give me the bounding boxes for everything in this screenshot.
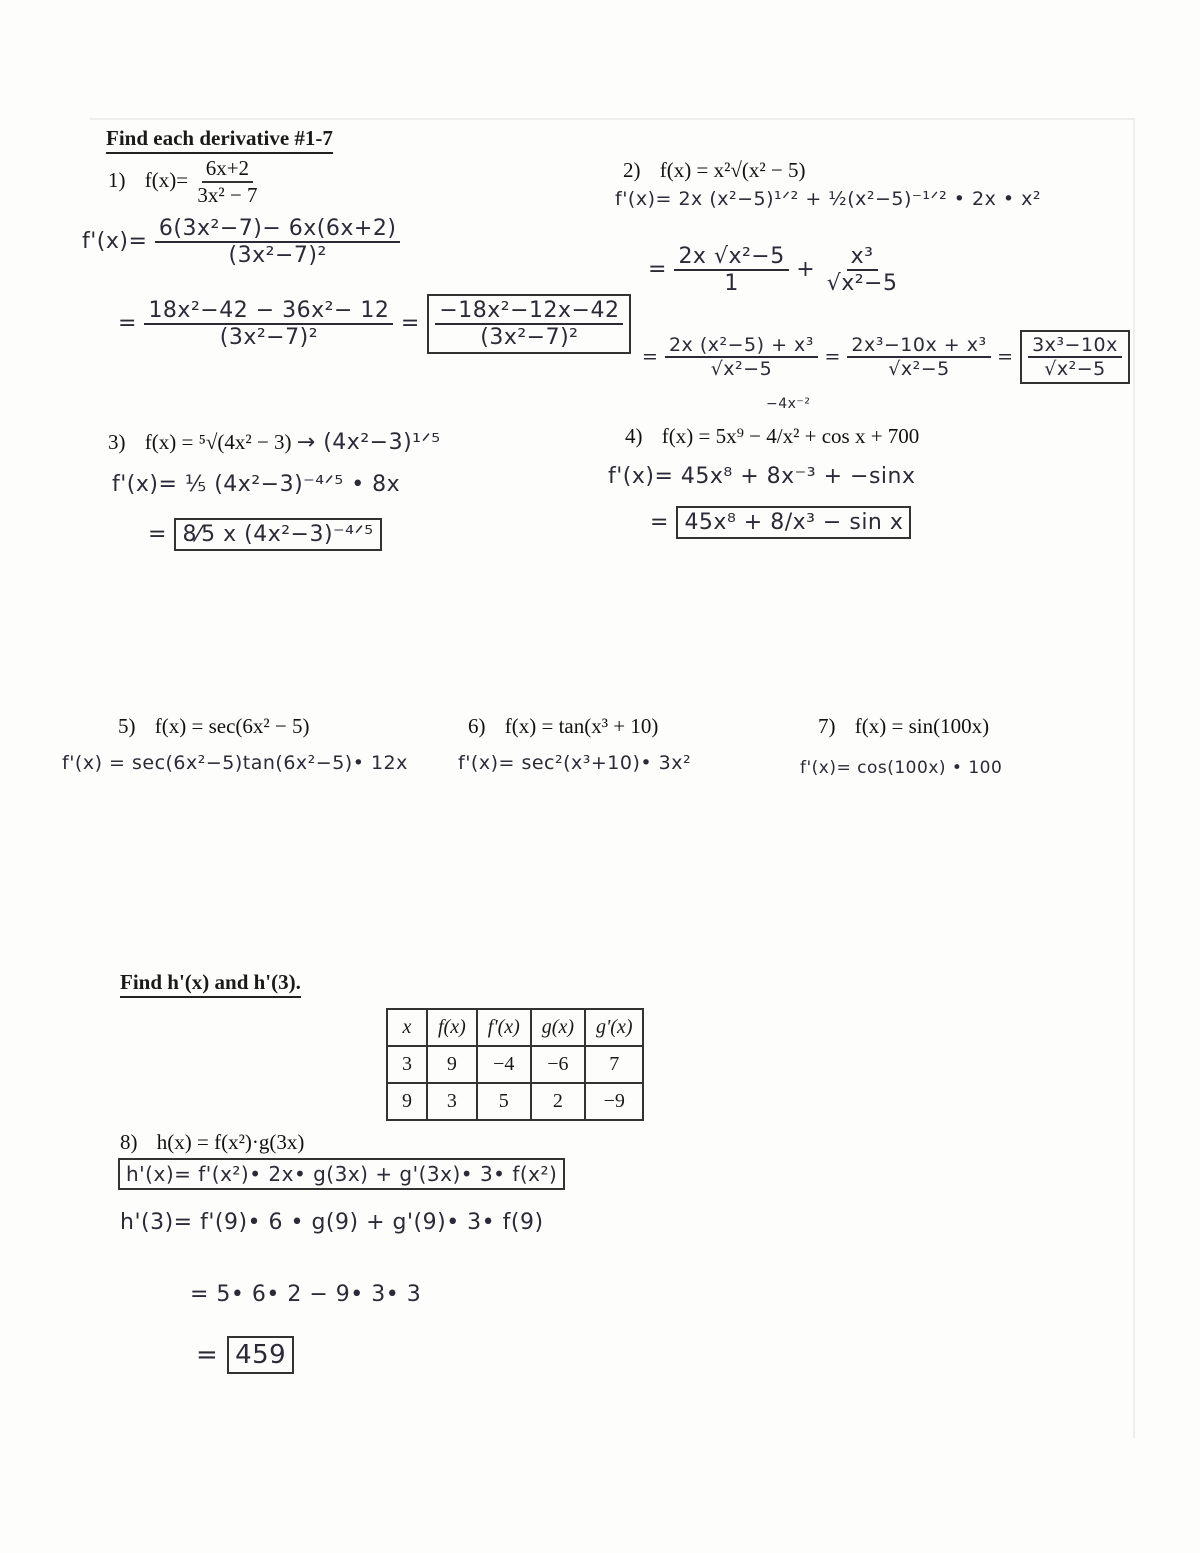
problem-1-step-1-fraction: [155, 216, 401, 268]
table-header-cell: x: [387, 1009, 427, 1046]
problem-1-step-2-numerator: 18x²−42 − 36x²− 12: [144, 298, 393, 325]
equals-sign: =: [400, 311, 420, 336]
scan-border-line: [90, 118, 1135, 120]
problem-6-number: 6): [468, 714, 486, 738]
table-row: [387, 1046, 643, 1083]
problem-4-statement: [625, 424, 919, 449]
problem-1-step-2-denominator: (3x²−7)²: [219, 325, 319, 350]
table-cell: 2: [531, 1083, 585, 1120]
problem-2-answer-box: [1020, 330, 1130, 384]
problem-4-answer-box: 45x⁸ + 8/x³ − sin x: [676, 506, 911, 539]
problem-2-step-1: f'(x)= 2x (x²−5)¹ᐟ² + ½(x²−5)⁻¹ᐟ² • 2x • x²: [615, 188, 1041, 210]
problem-1-numerator: 6x+2: [202, 156, 253, 183]
problem-6-function: f(x) = tan(x³ + 10): [504, 714, 659, 738]
equals-sign: =: [824, 345, 841, 368]
problem-8-answer-line: [196, 1340, 294, 1370]
problem-8-number: 8): [120, 1130, 138, 1154]
problem-1-step-1: [82, 216, 400, 268]
problem-2-step-3-den-1: √x²−5: [710, 358, 773, 380]
problem-2-step-2-num-1: 2x √x²−5: [674, 244, 788, 271]
problem-2-step-2: [648, 244, 901, 296]
problem-6-statement: [468, 714, 658, 739]
table-header-cell: g'(x): [585, 1009, 643, 1046]
problem-1-lhs: f(x)=: [144, 167, 189, 192]
table-cell: −6: [531, 1046, 585, 1083]
problem-4-note: −4x⁻²: [766, 396, 811, 412]
problem-1-step-2-fraction: [144, 298, 393, 350]
problem-4-function: f(x) = 5x⁹ − 4/x² + cos x + 700: [661, 424, 920, 448]
problem-5-work: f'(x) = sec(6x²−5)tan(6x²−5)• 12x: [62, 752, 408, 774]
problem-7-work: f'(x)= cos(100x) • 100: [800, 758, 1003, 778]
problem-4-answer-line: [650, 510, 911, 535]
problem-2-step-3-num-2: 2x³−10x + x³: [847, 334, 990, 358]
table-cell: −4: [477, 1046, 531, 1083]
problem-2-step-2-frac-1: [674, 244, 788, 296]
problem-8-statement: [120, 1130, 304, 1155]
problem-4-step-1: f'(x)= 45x⁸ + 8x⁻³ + −sinx: [608, 464, 916, 489]
values-table: [386, 1008, 644, 1121]
problem-1-number: 1): [108, 167, 126, 192]
table-cell: 3: [427, 1083, 477, 1120]
problem-2-answer-numerator: 3x³−10x: [1028, 334, 1122, 358]
problem-1-answer-numerator: −18x²−12x−42: [435, 298, 623, 325]
problem-5-function: f(x) = sec(6x² − 5): [154, 714, 310, 738]
table-header-cell: f(x): [427, 1009, 477, 1046]
problem-7-number: 7): [818, 714, 836, 738]
table-cell: 7: [585, 1046, 643, 1083]
problem-3-function: f(x) = ⁵√(4x² − 3): [144, 430, 292, 454]
problem-2-function: f(x) = x²√(x² − 5): [659, 158, 806, 182]
problem-2-step-3-frac-1: [665, 334, 818, 380]
table-cell: 9: [387, 1083, 427, 1120]
problem-3-step-1: f'(x)= ⅕ (4x²−3)⁻⁴ᐟ⁵ • 8x: [112, 472, 401, 497]
problem-3-statement: [108, 430, 441, 455]
table-header-row: [387, 1009, 643, 1046]
problem-1-step-1-numerator: 6(3x²−7)− 6x(6x+2): [155, 216, 401, 243]
problem-1-denominator: 3x² − 7: [197, 183, 258, 207]
problem-5-statement: [118, 714, 310, 739]
problem-7-function: f(x) = sin(100x): [854, 714, 990, 738]
problem-8-evaluation: = 5• 6• 2 − 9• 3• 3: [190, 1282, 422, 1307]
table-cell: −9: [585, 1083, 643, 1120]
equals-sign: =: [997, 345, 1014, 368]
problem-8-h-prime-3: h'(3)= f'(9)• 6 • g(9) + g'(9)• 3• f(9): [120, 1210, 544, 1235]
problem-1-step-2: [118, 294, 631, 354]
heading-find-h-prime: Find h'(x) and h'(3).: [120, 970, 301, 998]
equals-sign: =: [642, 345, 659, 368]
problem-2-answer-denominator: √x²−5: [1044, 358, 1106, 380]
problem-1-answer-box: [427, 294, 631, 354]
problem-4-number: 4): [625, 424, 643, 448]
problem-2-number: 2): [623, 158, 641, 182]
table-header-cell: g(x): [531, 1009, 585, 1046]
problem-2-step-3-num-1: 2x (x²−5) + x³: [665, 334, 818, 358]
problem-1-statement: [108, 156, 261, 208]
problem-8-function: h(x) = f(x²)·g(3x): [156, 1130, 305, 1154]
problem-6-work: f'(x)= sec²(x³+10)• 3x²: [458, 752, 692, 774]
table-cell: 3: [387, 1046, 427, 1083]
table-header-cell: f'(x): [477, 1009, 531, 1046]
problem-1-fraction: [193, 156, 261, 208]
plus-sign: +: [796, 257, 816, 282]
problem-1-step-1-lhs: f'(x)=: [82, 229, 148, 254]
table-cell: 5: [477, 1083, 531, 1120]
problem-1-answer-denominator: (3x²−7)²: [480, 325, 579, 350]
problem-2-step-3: [642, 330, 1130, 384]
problem-5-number: 5): [118, 714, 136, 738]
problem-3-answer-box: 8⁄5 x (4x²−3)⁻⁴ᐟ⁵: [174, 518, 381, 551]
problem-8-h-prime-box: h'(x)= f'(x²)• 2x• g(3x) + g'(3x)• 3• f(x²): [118, 1158, 565, 1190]
equals-sign: =: [148, 522, 167, 547]
scan-border-line: [1133, 118, 1135, 1438]
problem-2-step-2-num-2: x³: [847, 244, 878, 271]
heading-find-derivatives: Find each derivative #1-7: [106, 126, 333, 154]
problem-1-step-1-denominator: (3x²−7)²: [228, 243, 327, 268]
equals-sign: =: [118, 311, 137, 336]
problem-2-step-2-den-2: √x²−5: [826, 271, 898, 296]
problem-3-rewrite: → (4x²−3)¹ᐟ⁵: [296, 430, 441, 455]
equals-sign: =: [650, 510, 669, 535]
equals-sign: =: [648, 257, 667, 282]
problem-3-number: 3): [108, 430, 126, 454]
table-row: [387, 1083, 643, 1120]
problem-8-answer-box: 459: [227, 1336, 294, 1374]
problem-7-statement: [818, 714, 989, 739]
problem-2-statement: [623, 158, 806, 183]
problem-2-step-3-den-2: √x²−5: [888, 358, 950, 380]
table-cell: 9: [427, 1046, 477, 1083]
equals-sign: =: [196, 1340, 219, 1370]
problem-3-answer-line: [148, 522, 382, 547]
problem-2-step-2-frac-2: [823, 244, 902, 296]
problem-2-step-3-frac-2: [847, 334, 990, 380]
problem-2-step-2-den-1: 1: [724, 271, 739, 296]
